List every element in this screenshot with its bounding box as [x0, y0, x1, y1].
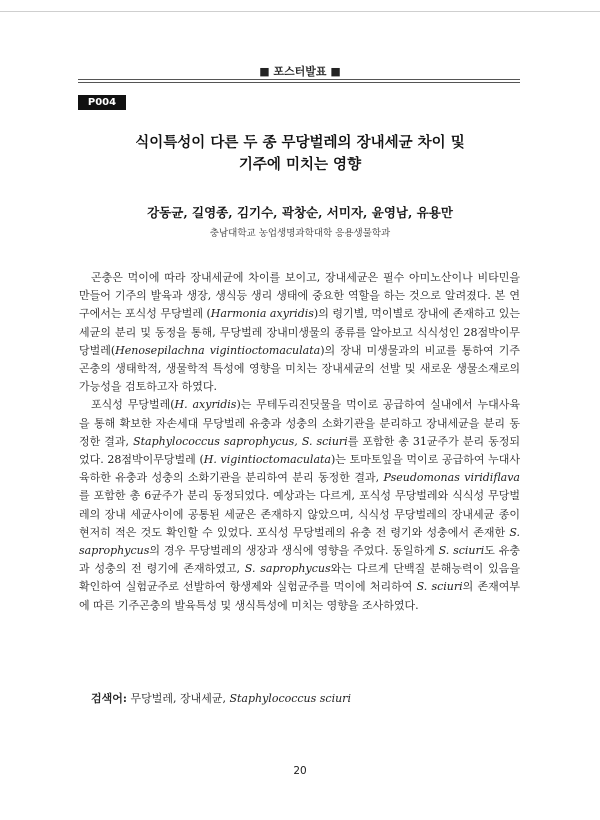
p1-run-1: Harmonia axyridis: [210, 307, 314, 321]
p2-run-2: )는 무테두리진딧물을 먹이로 공급하여 실내에서 누대사육을 통해 확보한 자손세대 무당벌레 유충과 성충의 소화기관을 분리하고 장내세균을 분리 동정한 결과,: [79, 398, 521, 448]
p2-run-5: H. vigintioctomaculata: [203, 453, 331, 467]
title-line-2: 기주에 미치는 영향: [238, 157, 362, 173]
p1-run-4: )의 장내 미생물과의 비교를 통하여 기주곤충의 생태학적, 생물학적 특성에 영향을 미치는 장내세균의 선발 및 새로운 생물소재로의 가능성을 검토하고자 하였다.: [79, 343, 520, 394]
paper-title: [60, 132, 540, 176]
p1-run-0: 곤충은 먹이에 따라 장내세균에 차이를 보이고, 장내세균은 필수 아미노산이나 비타민을 만들어 기주의 발육과 생장, 생식등 생리 생태에 중요한 역할을 하는 것으로 알려졌다. 본 연구에서는 포식성 무당벌레 (: [79, 271, 520, 321]
keywords-value: 무당벌레, 장내세균,: [126, 692, 230, 705]
p2-run-7: Pseudomonas viridiflava: [383, 471, 520, 485]
abstract-paragraph-2: [79, 396, 520, 614]
p2-run-12: 도 유충과 성충의 전 령기에 존재하였고,: [79, 544, 520, 576]
p2-run-15: S. sciuri: [416, 580, 463, 594]
keywords: [91, 690, 351, 706]
p2-run-9: S. saprophycus: [79, 525, 520, 558]
page-top-border: [0, 11, 600, 12]
p1-run-2: )의 령기별, 먹이별로 장내에 존재하고 있는 세균의 분리 및 동정을 통해, 무당벌레 장내미생물의 종류를 알아보고 식식성인 28점박이무당벌레(: [79, 307, 521, 357]
p2-run-0: 포식성 무당벌레(: [91, 398, 175, 412]
p2-run-3: Staphylococcus saprophycus, S. sciuri: [133, 434, 348, 448]
header-rule-bottom: [78, 82, 520, 83]
p2-run-11: S. sciuri: [438, 544, 485, 558]
p2-run-16: 의 존재여부에 따른 기주곤충의 발육특성 및 생식특성에 미치는 영향을 조사하였다.: [79, 580, 520, 612]
abstract: [79, 269, 520, 615]
poster-id-badge: P004: [78, 95, 126, 110]
p2-run-6: )는 토마토잎을 먹이로 공급하여 누대사육하한 유충과 성충의 소화기관을 분리하여 분리 동정한 결과,: [79, 453, 521, 485]
p2-run-13: S. saprophycus: [244, 562, 331, 576]
p2-run-8: 를 포함한 총 6균주가 분리 동정되었다. 예상과는 다르게, 포식성 무당벌레와 식식성 무당벌레의 장내 세균사이에 공통된 세균은 존재하지 않았으며, 식식성 무당벌레의 장내세균 종이 현저히 적은 것도 확인할 수 있었다. 포식성 무당벌레의 유충 전 령기와 성충에서 존재한: [79, 489, 520, 539]
p2-run-4: 를 포함한 총 31균주가 분리 동정되었다. 28점박이무당벌레 (: [79, 434, 520, 467]
keywords-label: 검색어:: [91, 692, 127, 705]
page-number: 20: [293, 765, 307, 777]
keywords-italic: Staphylococcus sciuri: [229, 692, 351, 705]
p2-run-10: 의 경우 무당벌레의 생장과 생식에 영향을 주었다. 동일하게: [149, 544, 439, 558]
affiliation: 충남대학교 농업생명과학대학 응용생물학과: [209, 228, 391, 239]
p2-run-1: H. axyridis: [174, 398, 237, 412]
title-line-1: 식이특성이 다른 두 종 무당벌레의 장내세균 차이 및: [135, 135, 465, 151]
p1-run-3: Henosepilachna vigintioctomaculata: [115, 343, 321, 357]
author-list: 강동균, 길영종, 김기수, 곽창순, 서미자, 윤영남, 유용만: [147, 205, 453, 220]
section-header: ■ 포스터발표 ■: [259, 65, 341, 78]
header-rule-top: [78, 79, 520, 80]
abstract-paragraph-1: [79, 269, 520, 396]
p2-run-14: 와는 다르게 단백질 분해능력이 있음을 확인하여 실험균주로 선발하여 항생제와 실험균주를 먹이에 처리하여: [79, 562, 520, 594]
